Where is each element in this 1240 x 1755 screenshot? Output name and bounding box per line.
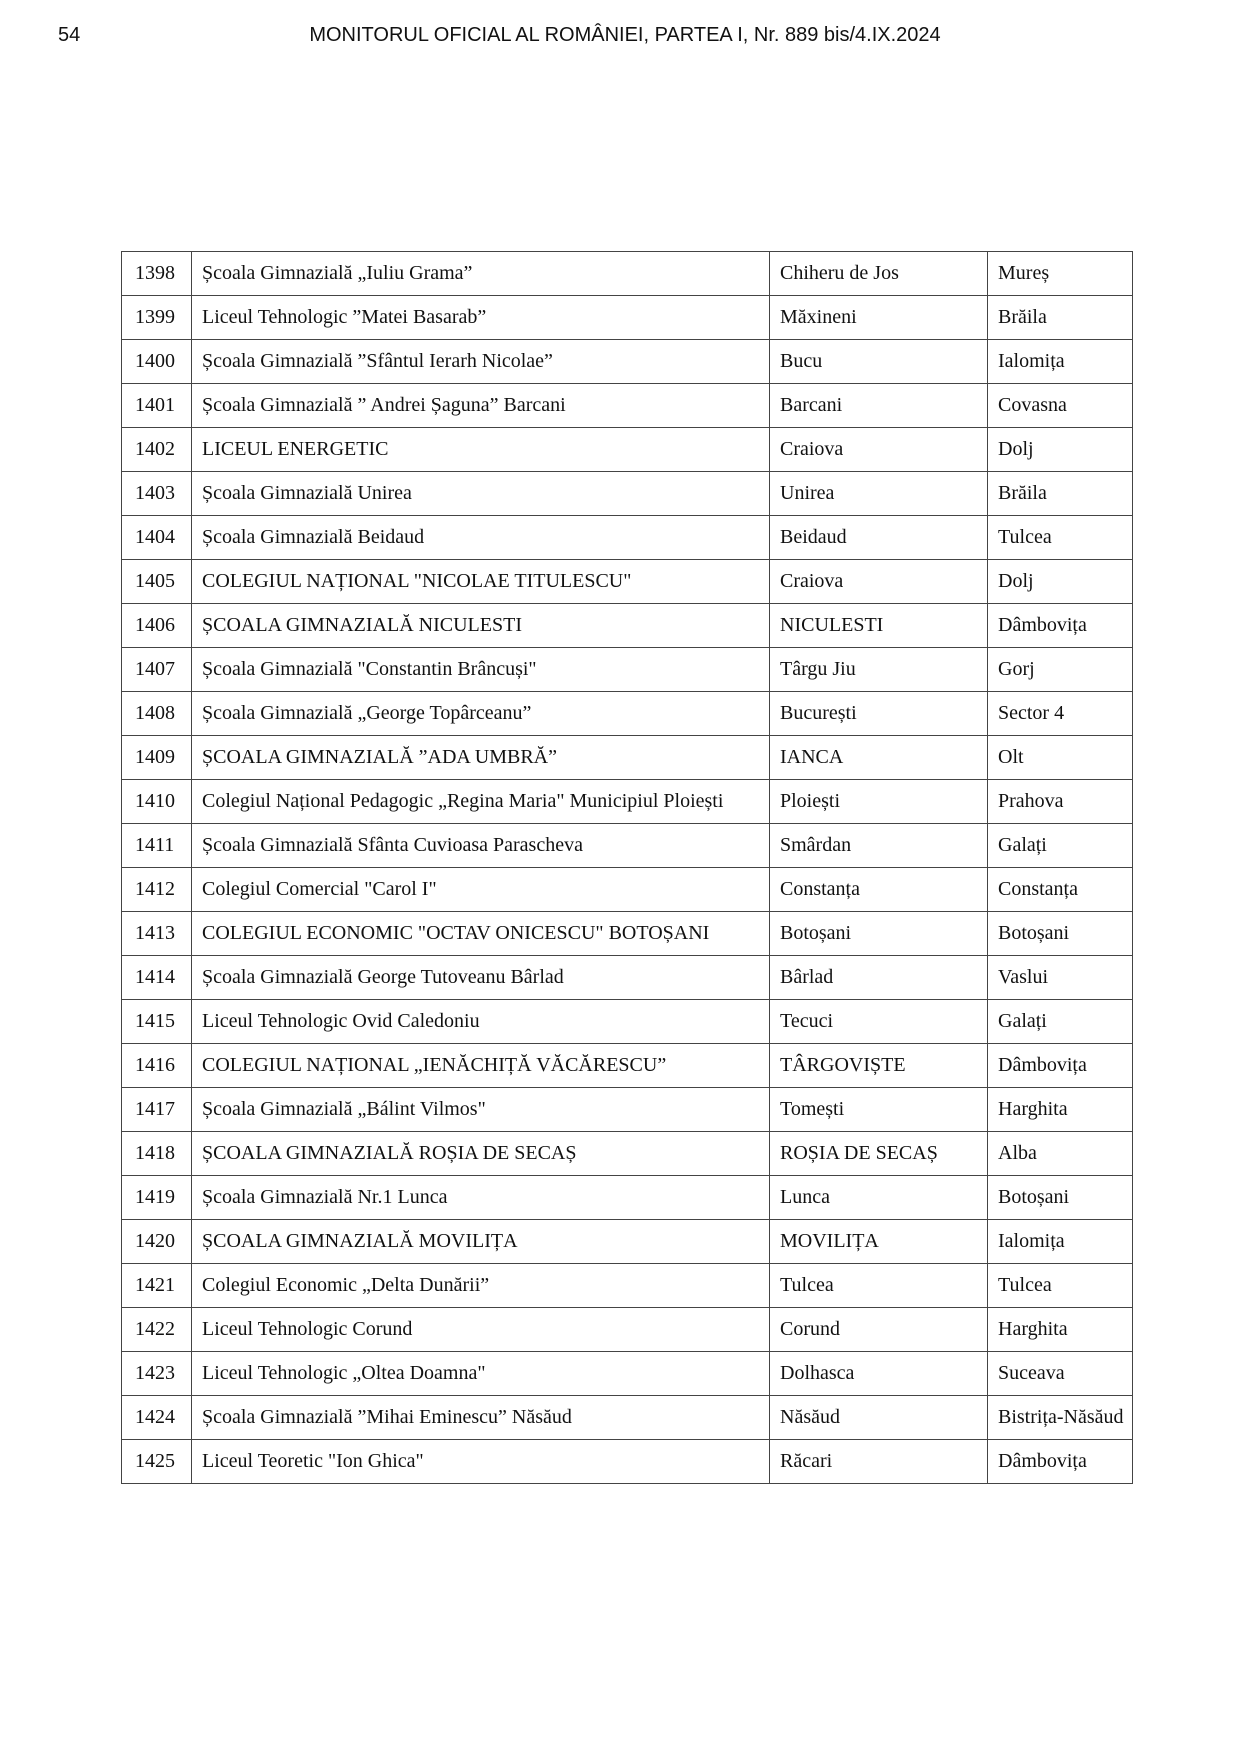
table-row [122,692,1133,736]
table-row [122,1264,1133,1308]
county-cell: Galați [988,1000,1133,1044]
table-row [122,384,1133,428]
locality-cell: Tulcea [770,1264,988,1308]
locality-cell: București [770,692,988,736]
row-number-cell: 1407 [122,648,192,692]
county-cell: Mureș [988,252,1133,296]
school-name-cell: Școala Gimnazială Unirea [192,472,770,516]
table-row [122,560,1133,604]
school-name-cell: Colegiul Comercial "Carol I" [192,868,770,912]
row-number-cell: 1406 [122,604,192,648]
school-name-cell: Școala Gimnazială "Constantin Brâncuși" [192,648,770,692]
table-row [122,472,1133,516]
school-name-cell: ȘCOALA GIMNAZIALĂ MOVILIȚA [192,1220,770,1264]
row-number-cell: 1413 [122,912,192,956]
locality-cell: Unirea [770,472,988,516]
school-name-cell: COLEGIUL NAȚIONAL „IENĂCHIȚĂ VĂCĂRESCU” [192,1044,770,1088]
locality-cell: Smârdan [770,824,988,868]
row-number-cell: 1399 [122,296,192,340]
school-name-cell: Școala Gimnazială ”Mihai Eminescu” Năsăud [192,1396,770,1440]
table-row [122,1000,1133,1044]
school-name-cell: ȘCOALA GIMNAZIALĂ ROȘIA DE SECAȘ [192,1132,770,1176]
table-row [122,516,1133,560]
county-cell: Constanța [988,868,1133,912]
locality-cell: Constanța [770,868,988,912]
table-row [122,1044,1133,1088]
school-name-cell: COLEGIUL ECONOMIC "OCTAV ONICESCU" BOTOȘANI [192,912,770,956]
county-cell: Botoșani [988,912,1133,956]
school-name-cell: Școala Gimnazială ”Sfântul Ierarh Nicolae” [192,340,770,384]
row-number-cell: 1422 [122,1308,192,1352]
publication-header: MONITORUL OFICIAL AL ROMÂNIEI, PARTEA I, Nr. 889 bis/4.IX.2024 [309,24,941,46]
row-number-cell: 1404 [122,516,192,560]
school-name-cell: Liceul Tehnologic Corund [192,1308,770,1352]
row-number-cell: 1400 [122,340,192,384]
school-name-cell: Școala Gimnazială „George Topârceanu” [192,692,770,736]
county-cell: Dâmbovița [988,1044,1133,1088]
county-cell: Covasna [988,384,1133,428]
school-name-cell: Școala Gimnazială Beidaud [192,516,770,560]
row-number-cell: 1405 [122,560,192,604]
county-cell: Ialomița [988,340,1133,384]
locality-cell: Răcari [770,1440,988,1484]
locality-cell: Tomești [770,1088,988,1132]
table-row [122,296,1133,340]
table-row [122,604,1133,648]
county-cell: Suceava [988,1352,1133,1396]
row-number-cell: 1416 [122,1044,192,1088]
school-name-cell: Școala Gimnazială „Bálint Vilmos" [192,1088,770,1132]
school-name-cell: Liceul Tehnologic ”Matei Basarab” [192,296,770,340]
school-name-cell: Școala Gimnazială ” Andrei Șaguna” Barcani [192,384,770,428]
locality-cell: Bucu [770,340,988,384]
school-name-cell: Școala Gimnazială Sfânta Cuvioasa Parascheva [192,824,770,868]
locality-cell: ROȘIA DE SECAȘ [770,1132,988,1176]
row-number-cell: 1411 [122,824,192,868]
table-row [122,1220,1133,1264]
row-number-cell: 1421 [122,1264,192,1308]
locality-cell: MOVILIȚA [770,1220,988,1264]
row-number-cell: 1408 [122,692,192,736]
county-cell: Brăila [988,472,1133,516]
table-row [122,252,1133,296]
locality-cell: Craiova [770,560,988,604]
table-row [122,1440,1133,1484]
county-cell: Olt [988,736,1133,780]
locality-cell: Beidaud [770,516,988,560]
table-row [122,824,1133,868]
table-row [122,428,1133,472]
county-cell: Gorj [988,648,1133,692]
county-cell: Botoșani [988,1176,1133,1220]
school-name-cell: COLEGIUL NAȚIONAL "NICOLAE TITULESCU" [192,560,770,604]
row-number-cell: 1420 [122,1220,192,1264]
row-number-cell: 1419 [122,1176,192,1220]
table-row [122,868,1133,912]
school-name-cell: Școala Gimnazială George Tutoveanu Bârlad [192,956,770,1000]
table-row [122,912,1133,956]
county-cell: Dolj [988,560,1133,604]
locality-cell: IANCA [770,736,988,780]
locality-cell: Măxineni [770,296,988,340]
school-name-cell: Colegiul Național Pedagogic „Regina Maria" Municipiul Ploiești [192,780,770,824]
locality-cell: Barcani [770,384,988,428]
table-row [122,1176,1133,1220]
locality-cell: Chiheru de Jos [770,252,988,296]
locality-cell: Ploiești [770,780,988,824]
locality-cell: Bârlad [770,956,988,1000]
school-name-cell: Școala Gimnazială Nr.1 Lunca [192,1176,770,1220]
row-number-cell: 1423 [122,1352,192,1396]
row-number-cell: 1410 [122,780,192,824]
row-number-cell: 1418 [122,1132,192,1176]
school-name-cell: Liceul Tehnologic Ovid Caledoniu [192,1000,770,1044]
county-cell: Dolj [988,428,1133,472]
locality-cell: Năsăud [770,1396,988,1440]
row-number-cell: 1403 [122,472,192,516]
locality-cell: NICULESTI [770,604,988,648]
school-name-cell: ȘCOALA GIMNAZIALĂ NICULESTI [192,604,770,648]
county-cell: Bistrița-Năsăud [988,1396,1133,1440]
row-number-cell: 1402 [122,428,192,472]
schools-table [121,251,1133,1484]
row-number-cell: 1417 [122,1088,192,1132]
table-row [122,648,1133,692]
county-cell: Ialomița [988,1220,1133,1264]
table-row [122,340,1133,384]
school-name-cell: Colegiul Economic „Delta Dunării” [192,1264,770,1308]
county-cell: Harghita [988,1308,1133,1352]
county-cell: Dâmbovița [988,1440,1133,1484]
row-number-cell: 1414 [122,956,192,1000]
county-cell: Alba [988,1132,1133,1176]
locality-cell: Craiova [770,428,988,472]
locality-cell: TÂRGOVIȘTE [770,1044,988,1088]
row-number-cell: 1398 [122,252,192,296]
locality-cell: Tecuci [770,1000,988,1044]
county-cell: Sector 4 [988,692,1133,736]
school-name-cell: Liceul Tehnologic „Oltea Doamna" [192,1352,770,1396]
row-number-cell: 1424 [122,1396,192,1440]
county-cell: Tulcea [988,1264,1133,1308]
school-name-cell: Liceul Teoretic "Ion Ghica" [192,1440,770,1484]
table-row [122,1088,1133,1132]
table-row [122,956,1133,1000]
table-row [122,1396,1133,1440]
row-number-cell: 1412 [122,868,192,912]
page-number: 54 [58,24,81,46]
table-row [122,780,1133,824]
county-cell: Dâmbovița [988,604,1133,648]
row-number-cell: 1401 [122,384,192,428]
locality-cell: Lunca [770,1176,988,1220]
county-cell: Brăila [988,296,1133,340]
row-number-cell: 1425 [122,1440,192,1484]
school-name-cell: LICEUL ENERGETIC [192,428,770,472]
locality-cell: Botoșani [770,912,988,956]
school-name-cell: Școala Gimnazială „Iuliu Grama” [192,252,770,296]
locality-cell: Dolhasca [770,1352,988,1396]
table-row [122,1352,1133,1396]
locality-cell: Corund [770,1308,988,1352]
table-row [122,736,1133,780]
row-number-cell: 1415 [122,1000,192,1044]
row-number-cell: 1409 [122,736,192,780]
school-name-cell: ȘCOALA GIMNAZIALĂ ”ADA UMBRĂ” [192,736,770,780]
county-cell: Tulcea [988,516,1133,560]
county-cell: Vaslui [988,956,1133,1000]
county-cell: Galați [988,824,1133,868]
county-cell: Harghita [988,1088,1133,1132]
table-row [122,1308,1133,1352]
locality-cell: Târgu Jiu [770,648,988,692]
county-cell: Prahova [988,780,1133,824]
table-row [122,1132,1133,1176]
